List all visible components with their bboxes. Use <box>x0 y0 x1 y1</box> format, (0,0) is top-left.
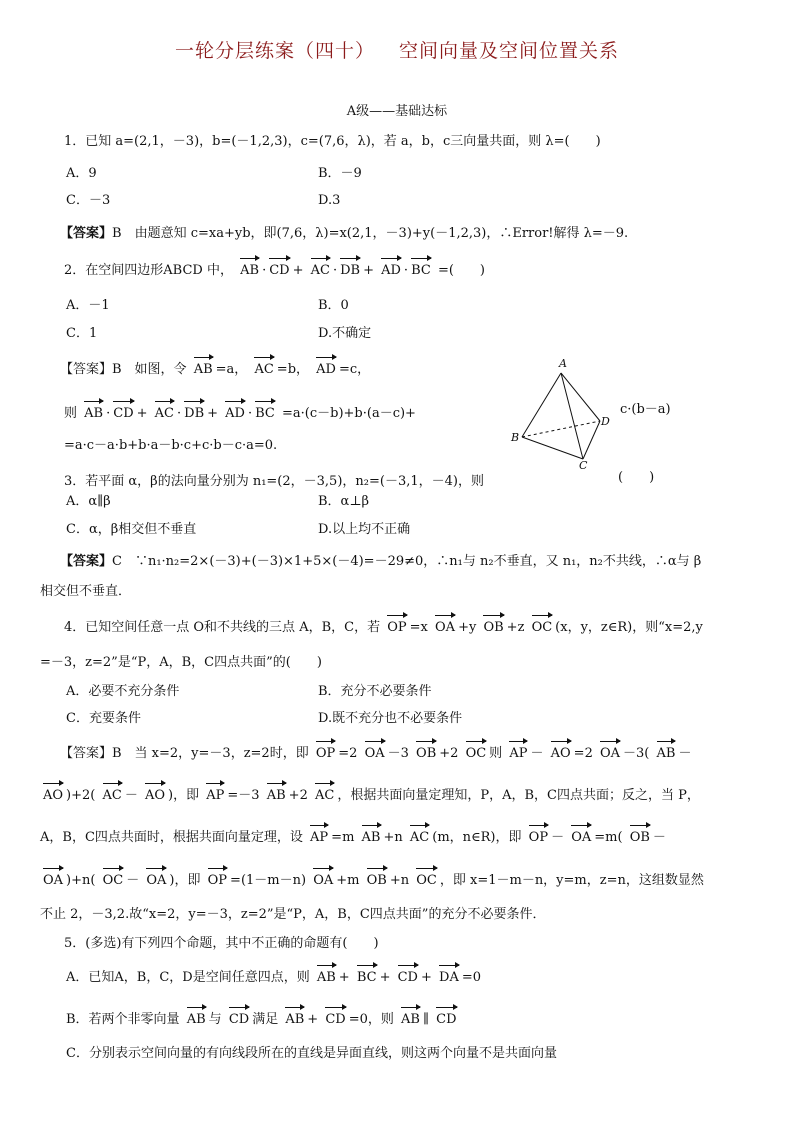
q5-b-mid3: + <box>307 1012 319 1027</box>
q4-answer-line1 <box>60 746 691 762</box>
q3-option-a: A．α∥β <box>66 494 111 509</box>
vector-ob: OB <box>629 830 650 845</box>
q4-option-b: B．充分不必要条件 <box>318 684 432 699</box>
vector-ac: AC <box>310 263 330 278</box>
q2-option-d: D.不确定 <box>318 326 372 341</box>
q4-a1-t3: +2 <box>439 746 459 761</box>
q4-a1-pre: 【答案】B 当 x=2，y=－3，z=2时，即 <box>60 746 309 761</box>
vector-bc: BC <box>411 263 431 278</box>
q5-a-pre: A．已知A，B，C，D是空间任意四点，则 <box>66 970 310 985</box>
q4-option-a: A．必要不充分条件 <box>66 684 180 699</box>
q2-answer-line1 <box>60 362 370 378</box>
vector-cd: CD <box>436 1012 457 1027</box>
vector-oa: OA <box>313 873 334 888</box>
q4-option-d: D.既不充分也不必要条件 <box>318 711 463 726</box>
q2-stem-post: =( ) <box>437 263 485 278</box>
q4-answer-line3 <box>40 830 666 846</box>
q1-option-a: A．9 <box>66 166 97 181</box>
title-right: 空间向量及空间位置关系 <box>399 40 620 62</box>
vector-op: OP <box>315 746 336 761</box>
q4-option-c: C．充要条件 <box>66 711 141 726</box>
q5-option-c: C．分别表示空间向量的有向线段所在的直线是异面直线，则这两个向量不是共面向量 <box>66 1046 557 1061</box>
label-c: C <box>579 459 588 472</box>
vector-ab: AB <box>186 1012 206 1027</box>
q2-stem: 2．在空间四边形ABCD 中， AB · CD + AC · DB + AD · BC =( ) <box>64 263 485 278</box>
q4-a3-t6: － <box>652 830 666 845</box>
q4-a3-pre: A，B，C四点共面时，根据共面向量定理，设 <box>40 830 303 845</box>
q1-answer: 【答案】B 由题意知 c=xa+yb，即(7,6，λ)=x(2,1，－3)+y(－1,2,3)，∴Error!解得 λ=－9. <box>60 226 629 241</box>
q2-answer-line2: 则 AB · CD + AC · DB + AD · BC =a·(c－b)+b·(a－c)+ <box>64 406 416 421</box>
vector-ao: AO <box>145 788 166 803</box>
q4-a4-t3: )，即 <box>169 873 201 888</box>
q4-a2-t3: )，即 <box>168 788 200 803</box>
vector-ao: AO <box>550 746 571 761</box>
q2-answer-a: =a， <box>215 362 248 377</box>
vector-oc: OC <box>416 873 437 888</box>
vector-oc: OC <box>102 873 124 888</box>
title-left: 一轮分层练案（四十） <box>174 40 375 62</box>
q5-b-mid2: 满足 <box>252 1012 279 1027</box>
q4-a4-t5: +m <box>336 873 360 888</box>
q1-option-c: C．－3 <box>66 193 111 208</box>
q5-stem: 5．(多选)有下列四个命题，其中不正确的命题有( ) <box>64 936 379 951</box>
vector-op: OP <box>528 830 549 845</box>
vector-ab: AB <box>285 1012 305 1027</box>
q4-answer-line5: 不止 2，－3,2.故“x=2，y=－3，z=2”是“P，A，B，C四点共面”的充分不必要条件． <box>40 907 546 922</box>
q5-b-mid5: ∥ <box>422 1012 429 1027</box>
label-b: B <box>511 431 520 444</box>
vector-ab: AB <box>401 1012 420 1027</box>
vector-ob: OB <box>366 873 387 888</box>
vector-ab: AB <box>361 830 381 845</box>
q4-stem1-mid1: =x <box>409 620 428 635</box>
vector-cd: CD <box>228 1012 250 1027</box>
vector-ab: AB <box>316 970 336 985</box>
vector-ad: AD <box>381 263 401 278</box>
vector-cd: CD <box>269 263 290 278</box>
vector-ao: AO <box>43 788 64 803</box>
q4-stem1-pre: 4．已知空间任意一点 O和不共线的三点 A，B，C，若 <box>64 620 381 635</box>
vector-ap: AP <box>206 788 225 803</box>
q1-option-d: D.3 <box>318 193 341 208</box>
q4-stem-line2: =－3，z=2”是“P，A，B，C四点共面”的( ) <box>40 655 322 670</box>
vector-db: DB <box>340 263 361 278</box>
label-d: D <box>601 415 610 428</box>
q4-a2-t2: － <box>124 788 138 803</box>
q4-stem-line1 <box>64 620 703 636</box>
q2-answer-b: =b， <box>276 362 310 377</box>
q4-stem1-mid2: +y <box>458 620 477 635</box>
vector-cd: CD <box>113 406 134 421</box>
vector-db: DB <box>184 406 205 421</box>
vector-op: OP <box>387 620 407 635</box>
q3-answer-line2: 相交但不垂直． <box>40 584 132 599</box>
vector-op: OP <box>207 873 228 888</box>
answer-tag: 【答案】 <box>60 226 113 241</box>
vector-oa: OA <box>43 873 64 888</box>
q4-a4-post: ，即 x=1－m－n，y=m，z=n，这组数显然 <box>439 873 704 888</box>
vector-ad: AD <box>316 362 336 377</box>
q3-option-b: B．α⊥β <box>318 494 370 509</box>
vector-ac: AC <box>254 362 274 377</box>
q4-a1-t2: －3 <box>387 746 409 761</box>
label-a: A <box>559 357 567 370</box>
q2-option-a: A．－1 <box>66 298 110 313</box>
q4-a1-t5: － <box>530 746 544 761</box>
q3-option-d: D.以上均不正确 <box>318 522 411 537</box>
q4-a3-t3: (m，n∈R)，即 <box>432 830 522 845</box>
vector-ap: AP <box>509 746 528 761</box>
q4-a2-t5: +2 <box>288 788 308 803</box>
vector-oa: OA <box>146 873 167 888</box>
q1-stem: 1．已知 a=(2,1，－3)，b=(－1,2,3)，c=(7,6，λ)，若 a，b，c三向量共面，则 λ=( ) <box>64 134 601 149</box>
q5-b-mid1: 与 <box>208 1012 222 1027</box>
q1-option-b: B．－9 <box>318 166 362 181</box>
q4-a4-t6: +n <box>389 873 410 888</box>
q4-a3-t5: =m( <box>594 830 623 845</box>
q4-a1-t1: =2 <box>338 746 358 761</box>
vector-cd: CD <box>397 970 418 985</box>
q4-stem1-mid3: +z <box>506 620 525 635</box>
vector-bc: BC <box>255 406 275 421</box>
q5-b-pre: B．若两个非零向量 <box>66 1012 180 1027</box>
vector-ab: AB <box>240 263 260 278</box>
q4-stem1-post: (x，y，z∈R)，则“x=2,y <box>555 620 703 635</box>
vector-ob: OB <box>483 620 504 635</box>
vector-ac: AC <box>154 406 174 421</box>
q4-a1-t6: =2 <box>573 746 593 761</box>
q4-a1-t8: － <box>678 746 692 761</box>
q4-answer-line4 <box>40 873 704 889</box>
q4-a3-t4: － <box>551 830 565 845</box>
vector-cd: CD <box>325 1012 346 1027</box>
vector-ac: AC <box>409 830 430 845</box>
vector-oc: OC <box>531 620 553 635</box>
vector-ob: OB <box>416 746 437 761</box>
q3-option-c: C．α，β相交但不垂直 <box>66 522 197 537</box>
q4-a1-t4: 则 <box>489 746 503 761</box>
q5-option-b <box>66 1012 460 1028</box>
q2-option-c: C．1 <box>66 326 98 341</box>
q2-answer-c: =c， <box>338 362 371 377</box>
q2-line2-right: c·(b－a) <box>620 402 671 417</box>
q4-a4-t2: － <box>126 873 140 888</box>
q4-a4-t4: =(1－m－n) <box>230 873 307 888</box>
q4-a2-t4: =－3 <box>227 788 260 803</box>
q3-paren: ( ) <box>618 470 655 485</box>
q4-answer-line2 <box>40 788 700 804</box>
q2-line2-pre: 则 <box>64 406 78 421</box>
q5-option-a: A．已知A，B，C，D是空间任意四点，则 AB + BC + CD + DA =0 <box>66 970 481 985</box>
answer-tag: 【答案】 <box>60 554 113 569</box>
tetrahedron-figure <box>505 357 625 477</box>
q2-option-b: B．0 <box>318 298 349 313</box>
q5-b-mid4: =0，则 <box>348 1012 394 1027</box>
vector-oa: OA <box>599 746 621 761</box>
vector-oc: OC <box>465 746 487 761</box>
q2-stem-pre: 2．在空间四边形ABCD 中， <box>64 263 233 278</box>
q4-a3-t1: =m <box>331 830 355 845</box>
vector-ab: AB <box>84 406 104 421</box>
q4-a2-t1: )+2( <box>66 788 96 803</box>
vector-da: DA <box>439 970 459 985</box>
q3-stem: 3．若平面 α，β的法向量分别为 n₁=(2，－3,5)，n₂=(－3,1，－4)，则 <box>64 474 484 489</box>
vector-bc: BC <box>356 970 377 985</box>
q2-answer-pre: 【答案】B 如图，令 <box>60 362 187 377</box>
vector-oa: OA <box>364 746 385 761</box>
vector-ac: AC <box>314 788 335 803</box>
vector-ab: AB <box>193 362 213 377</box>
q4-a2-post: ，根据共面向量定理知，P，A，B，C四点共面；反之，当 P， <box>337 788 700 803</box>
q2-answer-line3: =a·c－a·b+b·a－b·c+c·b－c·a=0. <box>64 438 278 453</box>
vector-oa: OA <box>571 830 592 845</box>
vector-ab: AB <box>266 788 286 803</box>
page-title <box>0 36 794 63</box>
vector-ap: AP <box>310 830 329 845</box>
q4-a3-t2: +n <box>383 830 403 845</box>
q2-line2-post: =a·(c－b)+b·(a－c)+ <box>282 406 416 421</box>
q4-a4-t1: )+n( <box>66 873 96 888</box>
vector-ad: AD <box>225 406 245 421</box>
section-heading: A级——基础达标 <box>346 104 448 119</box>
q3-answer-line1: 【答案】C ∵n₁·n₂=2×(－3)+(－3)×1+5×(－4)=－29≠0，∴n₁与 n₂不垂直，又 n₁，n₂不共线，∴α与 β <box>60 554 702 569</box>
vector-ac: AC <box>102 788 122 803</box>
vector-oa: OA <box>435 620 456 635</box>
vector-ab: AB <box>656 746 676 761</box>
q5-a-post: =0 <box>461 970 481 985</box>
q4-a1-t7: －3( <box>623 746 650 761</box>
